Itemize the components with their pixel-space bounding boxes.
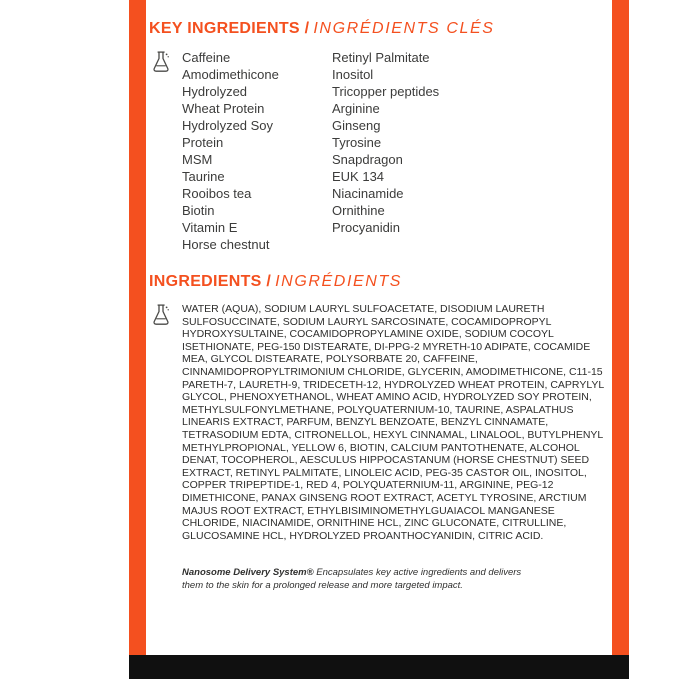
key-ingredient-item: Horse chestnut (182, 237, 270, 252)
key-ingredient-item: EUK 134 (332, 169, 385, 184)
flask-icon (149, 49, 182, 73)
nanosome-text: Encapsulates key active ingredients and delivers them to the skin for a prolonged release and more targeted impact. (182, 567, 522, 592)
nanosome-footnote (182, 566, 524, 592)
key-ingredient-item: Niacinamide (332, 186, 404, 201)
label-bottom-bar (129, 655, 629, 679)
key-ingredient-item: Snapdragon (332, 152, 403, 167)
key-ingredients-column-left (182, 49, 284, 253)
footnote-section (149, 566, 610, 592)
key-ingredients-heading-fr: INGRÉDIENTS CLÉS (313, 20, 495, 37)
key-ingredient-item: Ginseng (332, 118, 381, 133)
key-ingredient-item: Biotin (182, 203, 215, 218)
label-edge-left (129, 0, 146, 679)
key-ingredient-item: Taurine (182, 169, 225, 184)
key-ingredient-item: MSM (182, 152, 213, 167)
key-ingredients-heading-en: KEY INGREDIENTS / (149, 20, 310, 37)
key-ingredient-item: Caffeine (182, 50, 231, 65)
nanosome-brand: Nanosome Delivery System® (182, 567, 314, 579)
key-ingredients-columns (182, 49, 507, 253)
key-ingredient-item: Retinyl Palmitate (332, 50, 430, 65)
inci-section (149, 302, 610, 542)
key-ingredient-item: Tyrosine (332, 135, 382, 150)
key-ingredient-item: Amodimethicone (182, 67, 279, 82)
key-ingredient-item: Vitamin E (182, 220, 238, 235)
key-ingredient-item: Inositol (332, 67, 374, 82)
key-ingredient-item: Ornithine (332, 203, 385, 218)
ingredients-heading (149, 273, 610, 291)
key-ingredient-item: Procyanidin (332, 220, 400, 235)
key-ingredients-column-right (332, 49, 507, 253)
ingredients-heading-fr: INGRÉDIENTS (275, 273, 403, 290)
key-ingredient-item: Rooibos tea (182, 186, 252, 201)
label-edge-right (612, 0, 629, 679)
label-panel (129, 0, 629, 679)
key-ingredient-item: Arginine (332, 101, 380, 116)
key-ingredients-section (149, 49, 610, 253)
key-ingredient-item: Tricopper peptides (332, 84, 440, 99)
ingredients-heading-en: INGREDIENTS / (149, 273, 272, 290)
flask-icon (149, 302, 182, 326)
key-ingredient-item: Hydrolyzed Soy Protein (182, 118, 274, 150)
key-ingredient-item: Hydrolyzed Wheat Protein (182, 84, 265, 116)
label-content (146, 0, 612, 655)
inci-ingredient-list: WATER (AQUA), SODIUM LAURYL SULFOACETATE, DISODIUM LAURETH SULFOSUCCINATE, SODIUM LAURYL SARCOSINATE, COCAMIDOPROPYL HYDROXYSULTAINE, COCAMIDOPROPYLAMINE OXIDE, SODIUM COCOYL ISETHIONATE, PEG-150 DISTEARATE, DI-PPG-2 MYRETH-10 ADIPATE, COCAMIDE MEA, GLYCOL DISTEARATE, POLYSORBATE 20, CAFFEINE, CINNAMIDOPROPYLTRIMONIUM CHLORIDE, GLYCERIN, AMODIMETHICONE, C11-15 PARETH-7, LAURETH-9, TRIDECETH-12, HYDROLYZED WHEAT PROTEIN, CAPRYLYL GLYCOL, PHENOXYETHANOL, WHEAT AMINO ACID, HYDROLYZED SOY PROTEIN, METHYLSULFONYLMETHANE, POLYQUATERNIUM-10, TAURINE, ASPALATHUS LINEARIS EXTRACT, PARFUM, BENZYL BENZOATE, BENZYL CINNAMATE, TETRASODIUM EDTA, CITRONELLOL, HEXYL CINNAMAL, LINALOOL, BUTYLPHENYL METHYLPROPIONAL, YELLOW 6, BIOTIN, CALCIUM PANTOTHENATE, ALCOHOL DENAT, TOCOPHEROL, AESCULUS HIPPOCASTANUM (HORSE CHESTNUT) SEED EXTRACT, RETINYL PALMITATE, LINOLEIC ACID, PEG-35 CASTOR OIL, INOSITOL, COPPER TRIPEPTIDE-1, RED 4, POLYQUATERNIUM-11, ARGININE, PEG-12 DIMETHICONE, PANAX GINSENG ROOT EXTRACT, ACETYL TYROSINE, ARCTIUM MAJUS ROOT EXTRACT, ETHYLBISIMINOMETHYLGUAIACOL MANGANESE CHLORIDE, NIACINAMIDE, ORNITHINE HCL, ZINC GLUCONATE, CITRULLINE, GLUCOSAMINE HCL, HYDROLYZED PROANTHOCYANIDIN, CITRIC ACID. (182, 303, 604, 542)
key-ingredients-heading (149, 20, 610, 38)
